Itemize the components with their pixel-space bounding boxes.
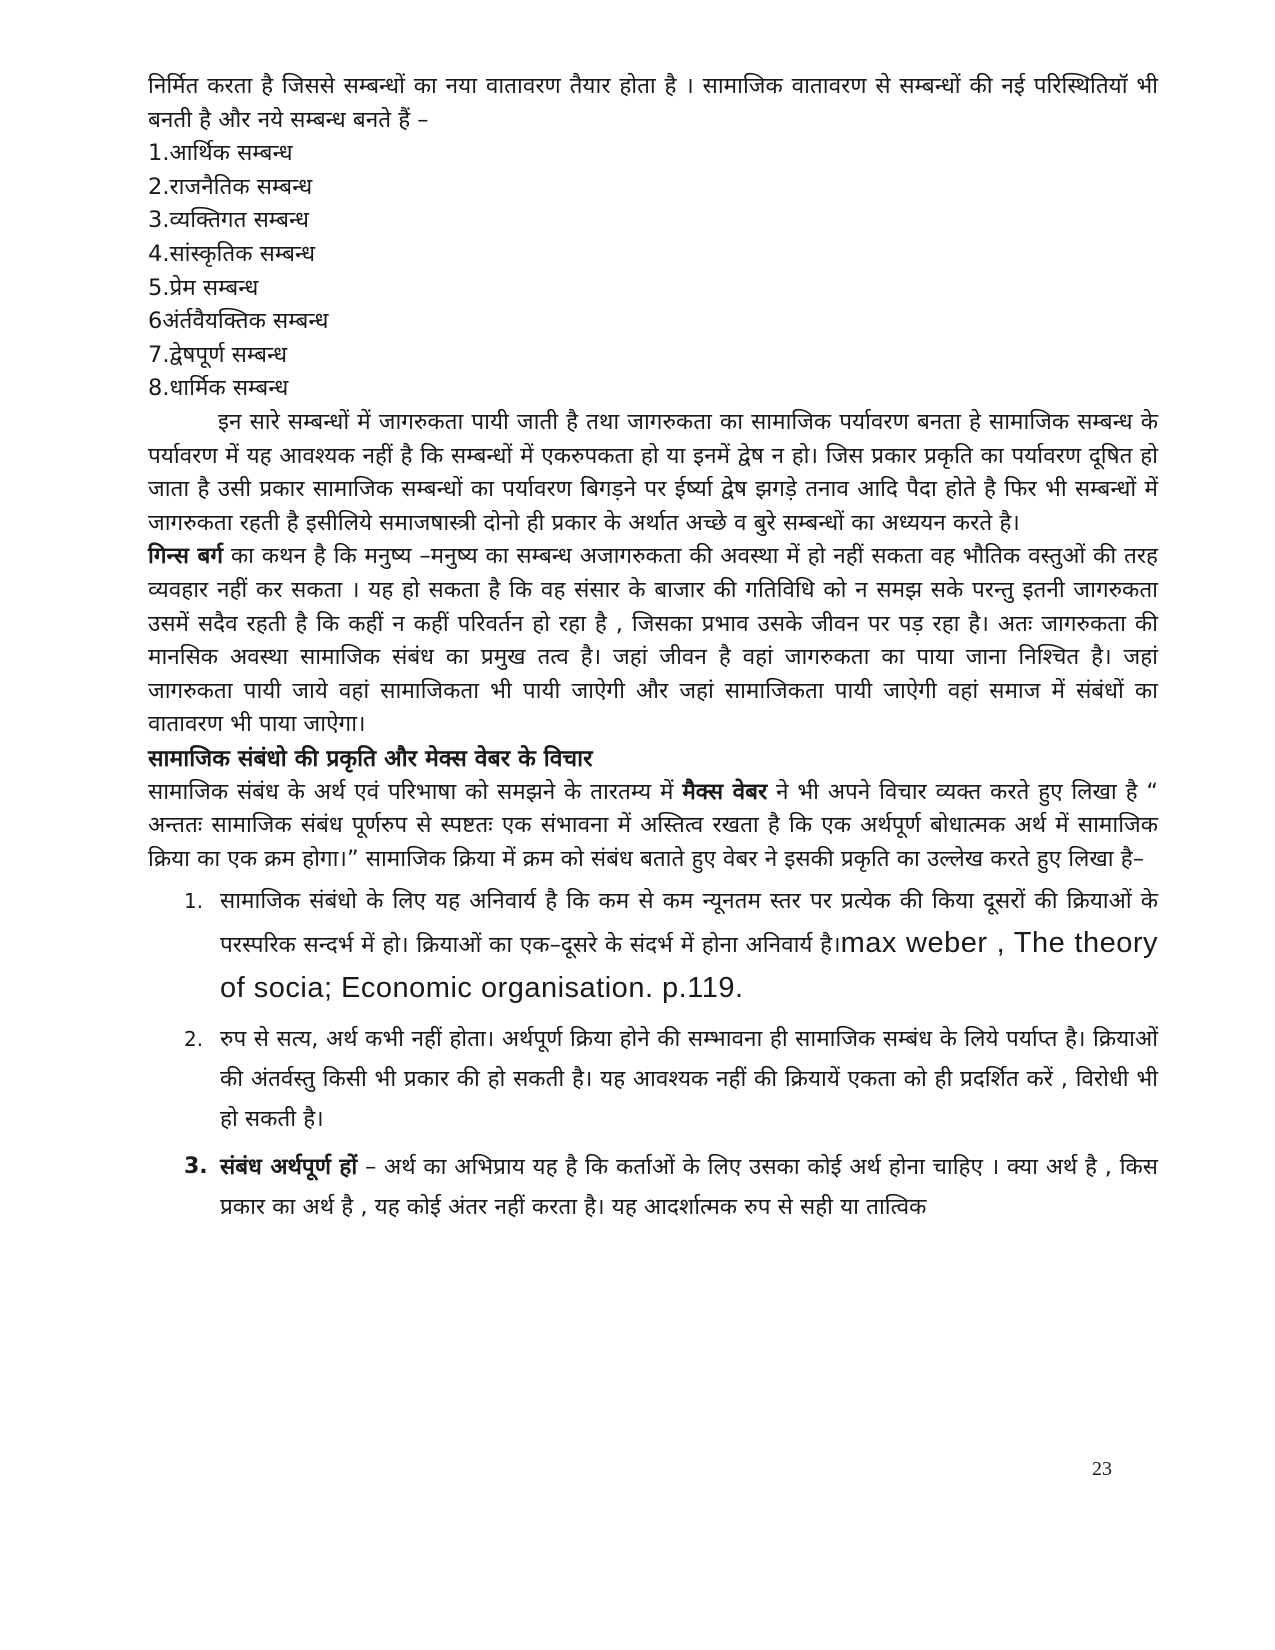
numbered-point-3 <box>148 1147 1158 1227</box>
point-number: 3. <box>184 1153 208 1179</box>
page-content <box>148 70 1158 1235</box>
numbered-point-1 <box>148 881 1158 1011</box>
relations-list <box>148 137 1158 406</box>
point-1-text: सामाजिक संबंधो के लिए यह अनिवार्य है कि कम से कम न्यूनतम स्तर पर प्रत्येक की किया दूसरों की क्रियाओं के परस्परिक सन्दर्भ में हो। क्रियाओं का एक–दूसरे के संदर्भ में होना अनिवार्य है। <box>220 887 1158 958</box>
section-heading: सामाजिक संबंधो की प्रकृति और मेक्स वेबर के विचार <box>148 745 593 772</box>
point-number: 2. <box>184 1026 204 1051</box>
point-3-title: संबंध अर्थपूर्ण हों <box>220 1153 358 1180</box>
intro-paragraph: निर्मित करता है जिससे सम्बन्धों का नया वातावरण तैयार होता है । सामाजिक वातावरण से सम्बन्धों की नई परिस्थितियॉ भी बनती है और नये सम्बन्ध बनते हैं – <box>148 73 1158 133</box>
numbered-point-2 <box>148 1019 1158 1139</box>
list-item: 6अंर्तवैयक्तिक सम्बन्ध <box>148 308 329 335</box>
weber-intro-before: सामाजिक संबंध के अर्थ एवं परिभाषा को समझने के तारतम्य में <box>148 778 683 805</box>
page-number: 23 <box>1092 1458 1112 1480</box>
weber-name: मैक्स वेबर <box>682 778 768 805</box>
ginsberg-name: गिन्स बर्ग <box>148 543 223 570</box>
list-item: 4.सांस्कृतिक सम्बन्ध <box>148 240 316 267</box>
point-number: 1. <box>184 888 204 913</box>
point-3-text: – अर्थ का अभिप्राय यह है कि कर्ताओं के लिए उसका कोई अर्थ होना चाहिए । क्या अर्थ है , किस प्रकार का अर्थ है , यह कोई अंतर नहीं करता है। यह आदर्शात्मक रुप से सही या तात्विक <box>220 1153 1159 1220</box>
list-item: 3.व्यक्तिगत सम्बन्ध <box>148 207 310 234</box>
list-item: 1.आर्थिक सम्बन्ध <box>148 140 293 167</box>
list-item: 8.धार्मिक सम्बन्ध <box>148 375 289 402</box>
list-item: 2.राजनैतिक सम्बन्ध <box>148 173 313 200</box>
list-item: 7.द्वेषपूर्ण सम्बन्ध <box>148 341 288 368</box>
point-2-text: रुप से सत्य, अर्थ कभी नहीं होता। अर्थपूर्ण क्रिया होने की सम्भावना ही सामाजिक सम्बंध के लिये पर्याप्त है। क्रियाओं की अंतर्वस्तु किसी भी प्रकार की हो सकती है। यह आवश्यक नहीं की क्रियायें एकता को ही प्रदर्शित करें , विरोधी भी हो सकती है। <box>220 1025 1158 1132</box>
ginsberg-text: का कथन है कि मनुष्य –मनुष्य का सम्बन्ध अजागरुकता की अवस्था में हो नहीं सकता वह भौतिक वस्तुओं की तरह व्यवहार नहीं कर सकता । यह हो सकता है कि वह संसार के बाजार की गतिविधि को न समझ सके परन्तु इतनी जागरुकता उसमें सदैव रहती है कि कहीं न कहीं परिवर्तन हो रहा है , जिसका प्रभाव उसके जीवन पर पड़ रहा है। अतः जागरुकता की मानसिक अवस्था सामाजिक संबंध का प्रमुख तत्व है। जहां जीवन है वहां जागरुकता का पाया जाना निश्चित है। जहां जागरुकता पायी जाये वहां सामाजिकता भी पायी जाऐगी और जहां सामाजिकता पायी जाऐगी वहां समाज में संबंधों का वातावरण भी पाया जाऐगा। <box>148 543 1158 738</box>
awareness-paragraph: इन सारे सम्बन्धों में जागरुकता पायी जाती है तथा जागरुकता का सामाजिक पर्यावरण बनता हे सामाजिक सम्बन्ध के पर्यावरण में यह आवश्यक नहीं है कि सम्बन्धों में एकरुपकता हो या इनमें द्वेष न हो। जिस प्रकार प्रकृति का पर्यावरण दूषित हो जाता है उसी प्रकार सामाजिक सम्बन्धों का पर्यावरण बिगड़ने पर ईर्ष्या द्वेष झगड़े तनाव आदि पैदा होते है फिर भी सम्बन्धों में जागरुकता रहती है इसीलिये समाजषास्त्री दोनो ही प्रकार के अर्थात अच्छे व बुरे सम्बन्धों का अध्ययन करते है। <box>148 408 1158 536</box>
numbered-points <box>148 881 1158 1227</box>
point-text <box>220 1147 1158 1227</box>
point-text <box>220 881 1158 1011</box>
weber-intro-after: ने भी अपने विचार व्यक्त करते हुए लिखा है “ अन्ततः सामाजिक संबंध पूर्णरुप से स्पष्टतः एक संभावना में अस्तित्व रखता है कि एक अर्थपूर्ण बोधात्मक अर्थ में सामाजिक क्रिया का एक क्रम होगा।” सामाजिक क्रिया में क्रम को संबंध बताते हुए वेबर ने इसकी प्रकृति का उल्लेख करते हुए लिखा है– <box>148 778 1159 873</box>
list-item: 5.प्रेम सम्बन्ध <box>148 274 259 301</box>
weber-intro-paragraph <box>148 776 1158 877</box>
ginsberg-paragraph <box>148 540 1158 742</box>
citation: max weber , The theory of socia; Economic organisation. p.119. <box>220 926 1158 1004</box>
